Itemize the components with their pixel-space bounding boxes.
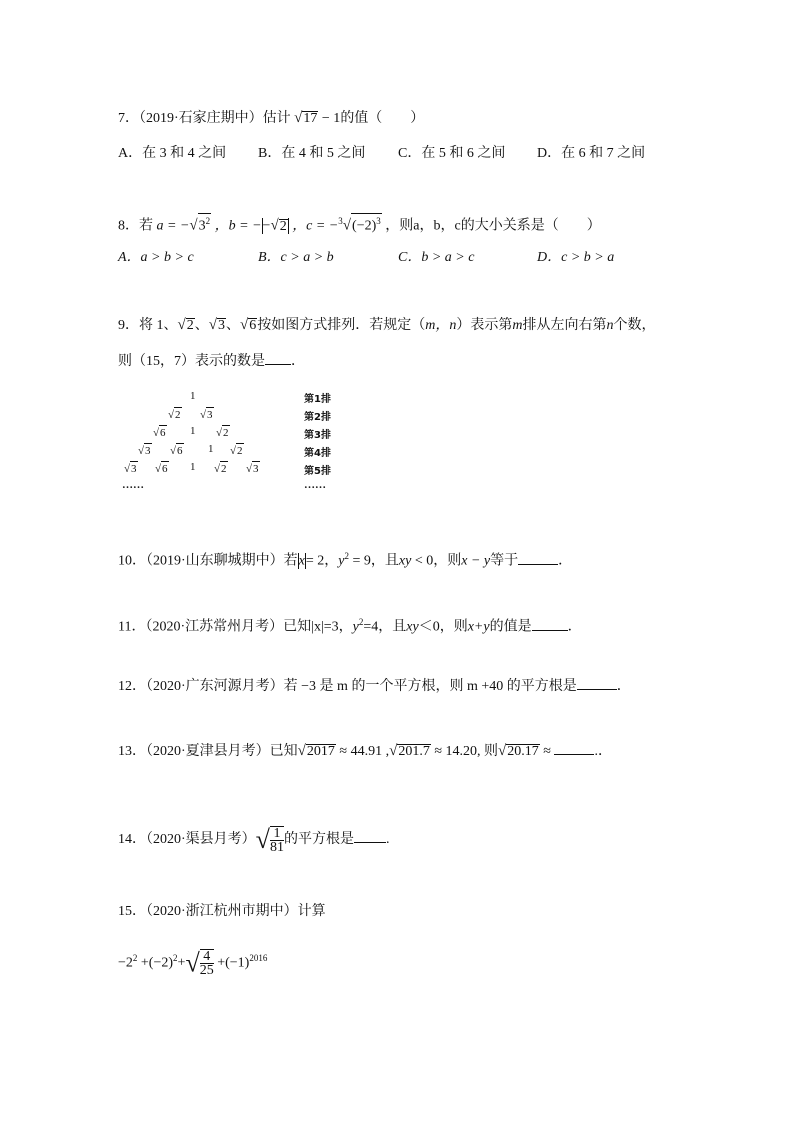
figure-sqrt3: √3: [246, 463, 259, 475]
q14-end: .: [385, 832, 390, 848]
answer-blank[interactable]: [265, 352, 291, 365]
q13-root1: 2017: [306, 744, 335, 759]
q12-end: ．: [616, 679, 631, 694]
q10-text-a: 10．（2019·山东聊城期中）若: [118, 553, 298, 569]
figure-one: 1: [208, 443, 214, 455]
q11-end: ．: [567, 619, 582, 635]
q8-option-a: A．a > b > c: [118, 250, 194, 265]
q11-y: y: [352, 619, 359, 635]
sqrt-sign: √: [389, 743, 398, 759]
q7-option-a: A．在 3 和 4 之间: [118, 146, 227, 161]
q9-text-c: ）表示第: [456, 318, 513, 333]
question-12: [118, 677, 631, 697]
q10-end: ．: [558, 553, 573, 569]
q15-exp3: 2016: [249, 953, 268, 963]
sqrt-sign: √: [498, 743, 507, 759]
figure-dots-left: ……: [122, 479, 144, 491]
q14-fraction: $\frac{1}{81}$: [269, 826, 284, 855]
q13-end: .．: [594, 744, 612, 759]
q13-v1: ≈ 44.91 ,: [335, 744, 390, 759]
q10-exp: 2: [344, 551, 350, 561]
q15-fraction: $\frac{4}{25}$: [199, 949, 214, 979]
row-label-5: 第5排: [304, 466, 331, 477]
sqrt-sign: √: [297, 743, 306, 759]
figure-sqrt2: √2: [216, 427, 229, 439]
q9-end: ．: [291, 354, 305, 369]
q10-y: y: [338, 553, 345, 569]
q7-option-c: C．在 5 和 6 之间: [398, 146, 506, 161]
q10-eq2: = 2，: [305, 553, 339, 569]
q9-text-d: 排从左向右第: [522, 318, 607, 333]
q8-c-radicand: $(-2)^3$: [351, 213, 382, 234]
figure-sqrt6: √6: [153, 427, 166, 439]
q8-option-c: C．b > a > c: [398, 250, 475, 265]
question-10: [118, 546, 572, 572]
q10-eq9: = 9，且: [349, 553, 399, 569]
q9-root3: 3: [217, 318, 225, 333]
row-label-4: 第4排: [304, 448, 331, 459]
q14-text-a: 14．（2020·渠县月考）: [118, 832, 256, 848]
q15-exp2: 2: [173, 953, 178, 963]
answer-blank[interactable]: [554, 742, 594, 755]
q8-number: 8．若: [118, 218, 153, 234]
q9-line2-text: 则（15，7）表示的数是: [118, 354, 265, 369]
q10-x: x: [298, 553, 305, 569]
figure-sqrt2: √2: [230, 445, 243, 457]
q11-mid: =4，且: [363, 619, 407, 635]
question-8: 8．若 $a = -√3^2$ ，b = −−√2 ，$c = -^3√(-2)^3$ ，则a，b，c的大小关系是（ ）: [118, 211, 601, 237]
q7-suffix: 的值（ ）: [340, 111, 425, 126]
q13-root3: 20.17: [507, 744, 539, 759]
row-label-2: 第2排: [304, 412, 331, 423]
q13-root2: 201.7: [398, 744, 430, 759]
figure-one: 1: [190, 461, 196, 473]
q11-exp: 2: [358, 617, 364, 627]
q8-b-radicand: 2: [279, 218, 287, 234]
q9-text-b: 按如图方式排列．若规定（: [257, 318, 426, 333]
q15-exp1: 2: [132, 953, 138, 963]
answer-blank[interactable]: [354, 830, 386, 843]
q11-text-a: 11．（2020·江苏常州月考）已知|x|=3，: [118, 619, 353, 635]
figure-sqrt6: √6: [170, 445, 183, 457]
q8-c-lhs: ，c = −: [292, 218, 339, 234]
q7-minus-one: − 1: [318, 111, 341, 126]
q15-expr-b: +(−2): [137, 955, 174, 971]
q9-sep: 、: [225, 318, 240, 333]
q11-xy: xy: [406, 619, 419, 635]
q10-xy: xy: [398, 553, 412, 569]
q7-option-b: B．在 4 和 5 之间: [258, 146, 366, 161]
row-label-3: 第3排: [304, 430, 331, 441]
figure-dots-right: ……: [304, 479, 326, 491]
q10-text-b: 等于: [490, 553, 519, 569]
question-13: [118, 741, 612, 762]
question-14: [118, 820, 389, 860]
row-label-1: 第1排: [304, 394, 331, 405]
figure-sqrt2: √2: [168, 409, 181, 421]
q8-option-d: D．c > b > a: [537, 250, 615, 265]
q9-text-a: 9．将 1、: [118, 318, 178, 333]
q10-lt0: < 0，则: [411, 553, 462, 569]
q7-number: 7．: [118, 111, 139, 126]
sqrt-sign: √: [177, 317, 186, 333]
sqrt-sign: √: [270, 217, 279, 234]
q11-x-plus-y: x+y: [467, 619, 490, 635]
q15-expr-d: +(−1): [213, 955, 250, 971]
q14-text-b: 的平方根是: [283, 832, 354, 848]
question-7: [118, 108, 424, 129]
q7-radicand: 17: [303, 111, 318, 126]
q9-sep: 、: [194, 318, 209, 333]
q9-line2: [118, 352, 305, 372]
q9-text-e: 个数，: [613, 318, 656, 333]
figure-sqrt3: √3: [138, 445, 151, 457]
q8-a-lhs: a = −: [156, 218, 190, 234]
q11-mid2: ＜0，则: [418, 619, 468, 635]
q13-text-a: 13．（2020·夏津县月考）已知: [118, 744, 298, 759]
answer-blank[interactable]: [577, 677, 617, 690]
q12-text: 12．（2020·广东河源月考）若 −3 是 m 的一个平方根，则 m +40 的平方根是: [118, 679, 577, 694]
figure-sqrt2: √2: [214, 463, 227, 475]
sqrt-sign: √: [342, 217, 352, 234]
q7-option-d: D．在 6 和 7 之间: [537, 146, 646, 161]
q8-option-b: B．c > a > b: [258, 250, 334, 265]
q9-mn: m，n: [425, 318, 457, 333]
abs-bar-left: [262, 218, 263, 234]
q15-expr-c: +: [177, 955, 186, 971]
q7-source: （2019·石家庄期中）估计: [139, 111, 291, 126]
q13-v3: ≈: [539, 744, 555, 759]
sqrt-sign: √: [255, 825, 270, 854]
figure-sqrt3: √3: [200, 409, 213, 421]
figure-sqrt3: √3: [124, 463, 137, 475]
q15-expression: [118, 938, 267, 984]
question-15: 15．（2020·浙江杭州市期中）计算: [118, 904, 326, 919]
figure-one: 1: [190, 425, 196, 437]
sqrt-sign: √: [189, 217, 198, 234]
q9-triangle-figure: [118, 388, 358, 498]
q8-suffix: ，则a，b，c的大小关系是（ ）: [385, 218, 601, 234]
question-9: [118, 315, 655, 336]
sqrt-sign: √: [239, 317, 249, 333]
sqrt-sign: √: [185, 948, 200, 978]
answer-blank[interactable]: [532, 618, 568, 631]
question-11: [118, 612, 582, 638]
q8-a-radicand: $3^2$: [198, 213, 212, 234]
sqrt-sign: √: [294, 110, 303, 126]
q15-expr-a: −2: [118, 955, 133, 971]
figure-sqrt6: √6: [155, 463, 168, 475]
q10-x-minus-y: x − y: [461, 553, 491, 569]
q9-n: n: [606, 318, 614, 333]
q11-text-b: 的值是: [489, 619, 532, 635]
q8-c-index: 3: [338, 216, 343, 226]
q9-root6: 6: [249, 318, 257, 333]
q9-root2: 2: [186, 318, 194, 333]
answer-blank[interactable]: [518, 552, 558, 565]
q9-m: m: [512, 318, 523, 333]
abs-bar-right: [288, 218, 289, 234]
figure-one: 1: [190, 390, 196, 402]
q13-v2: ≈ 14.20, 则: [430, 744, 499, 759]
q8-b-lhs: ，b = −: [214, 218, 262, 234]
sqrt-sign: √: [208, 317, 217, 333]
